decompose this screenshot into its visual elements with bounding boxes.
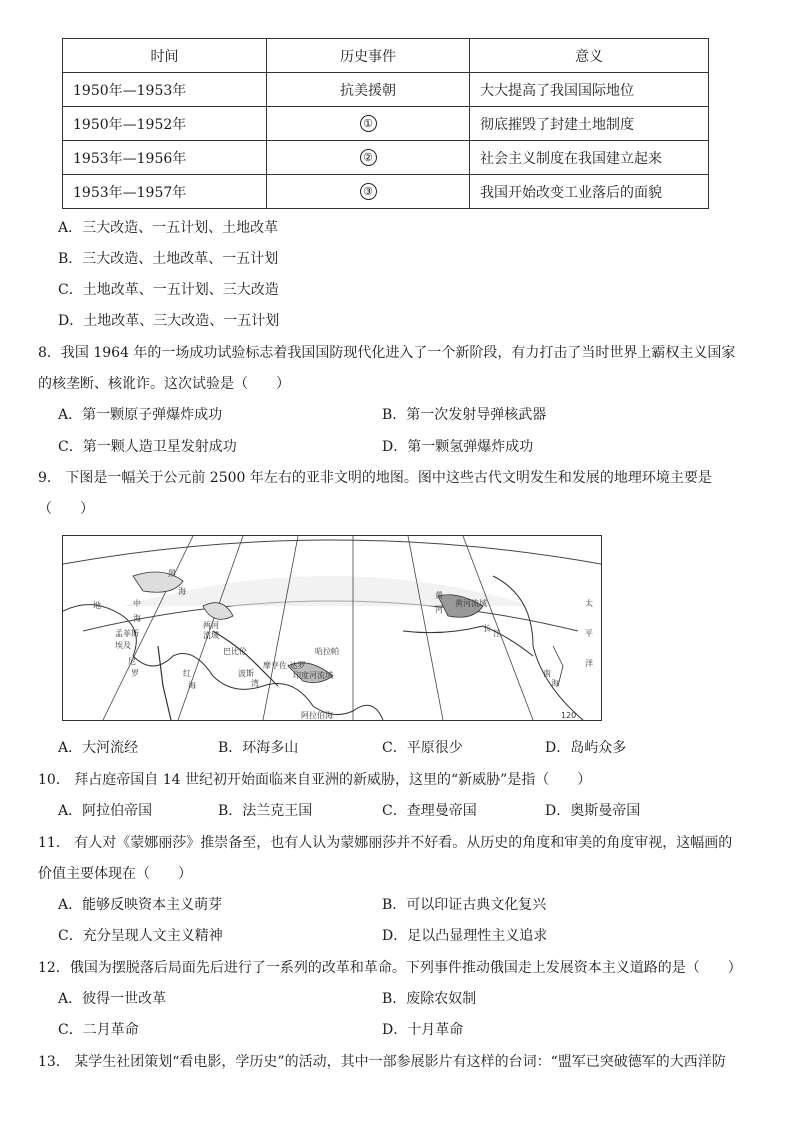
option-b[interactable]: B．环海多山: [218, 740, 299, 756]
option-d[interactable]: D．土地改革、三大改造、一五计划: [58, 313, 280, 329]
table-header: 历史事件: [267, 39, 470, 73]
svg-text:黄: 黄: [435, 591, 443, 600]
svg-text:阿拉伯海: 阿拉伯海: [301, 711, 333, 720]
option-b[interactable]: B．可以印证古典文化复兴: [382, 897, 547, 913]
table-header: 意义: [470, 39, 709, 73]
option-d[interactable]: D．奥斯曼帝国: [545, 803, 641, 819]
option-c[interactable]: C．充分呈现人文主义精神: [58, 928, 223, 944]
svg-text:120: 120: [561, 711, 577, 720]
svg-text:长: 长: [483, 624, 491, 633]
question-8-text-cont: 的核垄断、核讹诈。这次试验是（ ）: [38, 376, 290, 392]
option-c[interactable]: C．第一颗人造卫星发射成功: [58, 439, 237, 455]
svg-text:哈拉帕: 哈拉帕: [315, 647, 339, 656]
table-cell: 大大提高了我国国际地位: [470, 73, 709, 107]
svg-text:黄河流域: 黄河流域: [455, 599, 487, 608]
table-header-row: [63, 39, 709, 73]
svg-text:罗: 罗: [131, 669, 139, 678]
table-row: [63, 141, 709, 175]
question-12-text: 12．俄国为摆脱落后局面先后进行了一系列的改革和革命。下列事件推动俄国走上发展资本主义道路的是（ ）: [38, 960, 742, 976]
svg-text:海: 海: [133, 614, 141, 623]
table-cell: 1953年—1956年: [63, 141, 267, 175]
option-b[interactable]: B．法兰克王国: [218, 803, 313, 819]
svg-text:海: 海: [551, 679, 559, 688]
option-d[interactable]: D．第一颗氢弹爆炸成功: [382, 439, 534, 455]
question-9-text-cont: （ ）: [38, 501, 94, 517]
svg-text:印度河流域: 印度河流域: [293, 671, 333, 680]
svg-text:两河: 两河: [203, 621, 219, 630]
question-13-text: 13． 某学生社团策划“看电影，学历史”的活动，其中一部参展影片有这样的台词：“盟军已突破德军的大西洋防: [38, 1054, 726, 1070]
table-header: 时间: [63, 39, 267, 73]
svg-text:摩亨佐·达罗: 摩亨佐·达罗: [263, 661, 306, 670]
svg-text:海: 海: [178, 587, 186, 596]
table-row: [63, 107, 709, 141]
svg-text:孟菲斯: 孟菲斯: [115, 629, 139, 638]
table-cell: [267, 175, 470, 209]
option-a[interactable]: A．三大改造、一五计划、土地改革: [58, 220, 279, 236]
option-c[interactable]: C．平原很少: [382, 740, 463, 756]
question-8-text: 8．我国 1964 年的一场成功试验标志着我国国防现代化进入了一个新阶段，有力打击了当时世界上霸权主义国家: [38, 345, 736, 361]
table-row: [63, 175, 709, 209]
table-row: [63, 73, 709, 107]
blank-marker: ①: [360, 115, 377, 132]
svg-text:太: 太: [585, 599, 593, 608]
option-a[interactable]: A．第一颗原子弹爆炸成功: [58, 407, 223, 423]
option-d[interactable]: D．十月革命: [382, 1022, 464, 1038]
question-10-text: 10． 拜占庭帝国自 14 世纪初开始面临来自亚洲的新威胁，这里的“新威胁”是指（ ）: [38, 772, 592, 788]
option-a[interactable]: A．大河流经: [58, 740, 139, 756]
svg-text:海: 海: [188, 681, 196, 690]
table-cell: 1953年—1957年: [63, 175, 267, 209]
table-cell: 社会主义制度在我国建立起来: [470, 141, 709, 175]
svg-text:尼: 尼: [128, 657, 136, 666]
option-d[interactable]: D．岛屿众多: [545, 740, 627, 756]
option-c[interactable]: C．查理曼帝国: [382, 803, 477, 819]
svg-text:波斯: 波斯: [238, 669, 254, 678]
option-c[interactable]: C．二月革命: [58, 1022, 139, 1038]
svg-text:平: 平: [585, 629, 593, 638]
svg-text:巴比伦: 巴比伦: [223, 647, 247, 656]
option-c[interactable]: C．土地改革、一五计划、三大改造: [58, 282, 279, 298]
svg-text:中: 中: [133, 599, 141, 608]
blank-marker: ③: [360, 183, 377, 200]
svg-text:红: 红: [183, 669, 191, 678]
question-11-text: 11． 有人对《蒙娜丽莎》推崇备至，也有人认为蒙娜丽莎并不好看。从历史的角度和审美的角度审视，这幅画的: [38, 835, 733, 851]
ancient-civilizations-map: [62, 535, 602, 721]
svg-text:河: 河: [435, 605, 443, 614]
option-b[interactable]: B．第一次发射导弹核武器: [382, 407, 547, 423]
table-cell: 1950年—1953年: [63, 73, 267, 107]
blank-marker: ②: [360, 149, 377, 166]
svg-text:黑: 黑: [168, 569, 176, 578]
svg-text:湾: 湾: [251, 679, 259, 688]
table-cell: [267, 141, 470, 175]
option-b[interactable]: B．废除农奴制: [382, 991, 477, 1007]
svg-text:流域: 流域: [203, 631, 219, 640]
map-graphic: [63, 536, 601, 720]
option-a[interactable]: A．能够反映资本主义萌芽: [58, 897, 223, 913]
table-cell: 彻底摧毁了封建土地制度: [470, 107, 709, 141]
option-a[interactable]: A．阿拉伯帝国: [58, 803, 153, 819]
table-cell: 抗美援朝: [267, 73, 470, 107]
svg-text:洋: 洋: [585, 659, 593, 668]
question-11-text-cont: 价值主要体现在（ ）: [38, 866, 192, 882]
svg-text:地: 地: [93, 601, 101, 610]
history-table: [62, 38, 709, 209]
table-cell: 1950年—1952年: [63, 107, 267, 141]
svg-text:江: 江: [493, 629, 501, 638]
question-9-text: 9． 下图是一幅关于公元前 2500 年左右的亚非文明的地图。图中这些古代文明发生和发展的地理环境主要是: [38, 470, 712, 486]
option-b[interactable]: B．三大改造、土地改革、一五计划: [58, 251, 279, 267]
svg-text:埃及: 埃及: [115, 641, 131, 650]
option-a[interactable]: A．彼得一世改革: [58, 991, 167, 1007]
table-cell: 我国开始改变工业落后的面貌: [470, 175, 709, 209]
table-cell: [267, 107, 470, 141]
option-d[interactable]: D．足以凸显理性主义追求: [382, 928, 548, 944]
svg-text:南: 南: [543, 669, 551, 678]
